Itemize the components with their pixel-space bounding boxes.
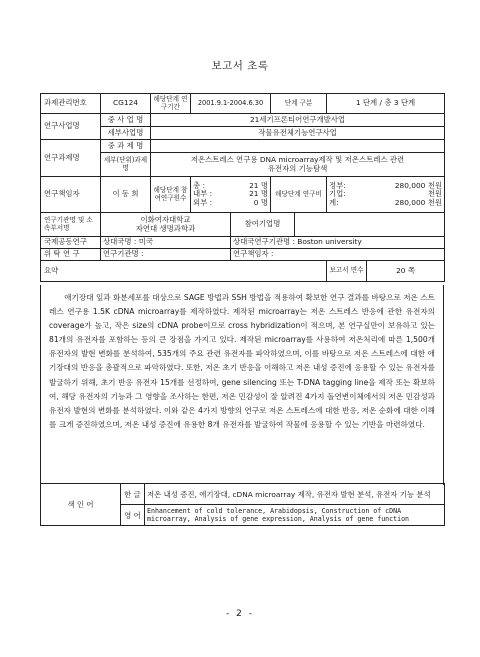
sub-title: [151, 153, 445, 177]
mid-program: 21세기프론티어연구개발사업: [151, 114, 445, 127]
sub-program-label: 세부사업명: [101, 127, 151, 140]
keywords-en: Enhancement of cold tolerance, Arabidopsis, Construction of cDNA microarray, Analysis of gene expression, Analysis of gene function: [145, 505, 445, 526]
sub-program: 작물유전체기능연구사업: [151, 127, 445, 140]
keywords-ko-label: 한 글: [121, 484, 145, 505]
intl-country: 상대국명 : 미국: [101, 237, 231, 249]
keywords-label: 색 인 어: [41, 484, 121, 526]
sub-title-line-2: 유전자의 기능탐색: [267, 163, 328, 173]
partner-label: 참여기업명: [231, 213, 295, 237]
abstract-text: 애기장대 잎과 화분세포를 대상으로 SAGE 방법과 SSH 방법을 적용하여 확보한 연구 결과를 바탕으로 저온 스트레스 연구용 1.5K cDNA microarray를 제작하였다. 제작된 microarray는 저온 스트레스 반응에 관한 유전자의 coverage가 높고, 작은 size의 cDNA probe이므로 cross hybridization이 적으며, 본 연구실만이 보유하고 있는 81개의 유전자를 포함하는 등의 큰 장점을 가지고 있다. 제작된 microarray를 사용하여 저온처리에 따른 1,500개 유전자의 발현 변화를 분석하여, 535개의 주요 관련 유전자를 파악하였으며, 이를 바탕으로 저온 스트레스에 대한 애기장대의 반응을 총괄적으로 파악하였다. 또한, 저온 초기 반응을 이해하고 저온 내성 증진에 응용할 수 있는 유전자를 발굴하기 위해, 초기 반응 유전자 15개를 선정하여, gene silencing 또는 T-DNA tagging line을 제작 또는 확보하여, 해당 유전자의 기능과 그 영향을 조사하는 한편, 저온 민감성이 잘 알려진 4가지 돌연변이체에서의 저온 민감성과 유전자 발현의 변화를 분석하였다. 이와 같은 4가지 방향의 연구로 저온 스트레스에 대한 반응, 저온 순화에 대한 이해를 크게 증진하였으며, 저온 내성 증진에 유용한 8개 유전자를 발굴하여 작물에 응용할 수 있는 기반을 마련하였다.: [49, 293, 435, 429]
consign-pi: 연구책임자 :: [231, 249, 445, 261]
project-id-label: 과제관리번호: [41, 94, 101, 114]
researcher-counts: 총 : 21 명 내부 : 21 명 외부 : 0 명: [191, 177, 271, 213]
page-title: 보고서 초록: [211, 60, 269, 72]
consign-label: 위 탁 연 구: [41, 249, 101, 261]
researchers-label: 해당단계 참여연구원수: [151, 177, 191, 213]
cost-values: 정부: 280,000 천원 기업: 천원 계: 280,000 천원: [327, 177, 445, 213]
keywords-ko: 저온 내성 증진, 애기장대, cDNA microarray 제작, 유전자 발현 분석, 유전자 기능 분석: [145, 484, 445, 505]
mid-program-label: 중 사 업 명: [101, 114, 151, 127]
project-id: CG124: [101, 94, 151, 114]
org-label: 연구기관명 및 소속부서명: [41, 213, 101, 237]
main-title-label: 중 과 제 명: [101, 140, 151, 153]
abstract-body: [40, 285, 444, 485]
sub-title-label: 세부(단위)과제명: [101, 153, 151, 177]
summary-label: 요약: [41, 261, 327, 282]
report-meta-table: [40, 93, 445, 282]
org-name: 이화여자대학교 자연대 생명과학과: [101, 213, 231, 237]
page-number: - 2 -: [226, 609, 254, 619]
keywords-en-label: 영 어: [121, 505, 145, 526]
cost-label: 해당단계 연구비: [271, 177, 327, 213]
period-label: 해당단계 연구기간: [151, 94, 191, 114]
project-title-label: 연구과제명: [41, 140, 101, 177]
stage-value: 1 단계 / 총 3 단계: [327, 94, 445, 114]
pages-label: 보고서 면수: [327, 261, 367, 282]
program-label: 연구사업명: [41, 114, 101, 140]
stage-label: 단계 구분: [271, 94, 327, 114]
period-value: 2001.9.1-2004.6.30: [191, 94, 271, 114]
main-title: [151, 140, 445, 153]
pages-value: 20 쪽: [367, 261, 445, 282]
sub-title-line-1: 저온스트레스 연구용 DNA microarray제작 및 저온스트레스 관련: [190, 154, 405, 164]
pi-label: 연구책임자: [41, 177, 101, 213]
pi-name: 이 동 희: [101, 177, 151, 213]
consign-org: 연구기관명 :: [101, 249, 231, 261]
intl-org: 상대국연구기관명 : Boston university: [231, 237, 445, 249]
partner-value: [295, 213, 445, 237]
intl-label: 국제공동연구: [41, 237, 101, 249]
keywords-table: [40, 483, 445, 526]
